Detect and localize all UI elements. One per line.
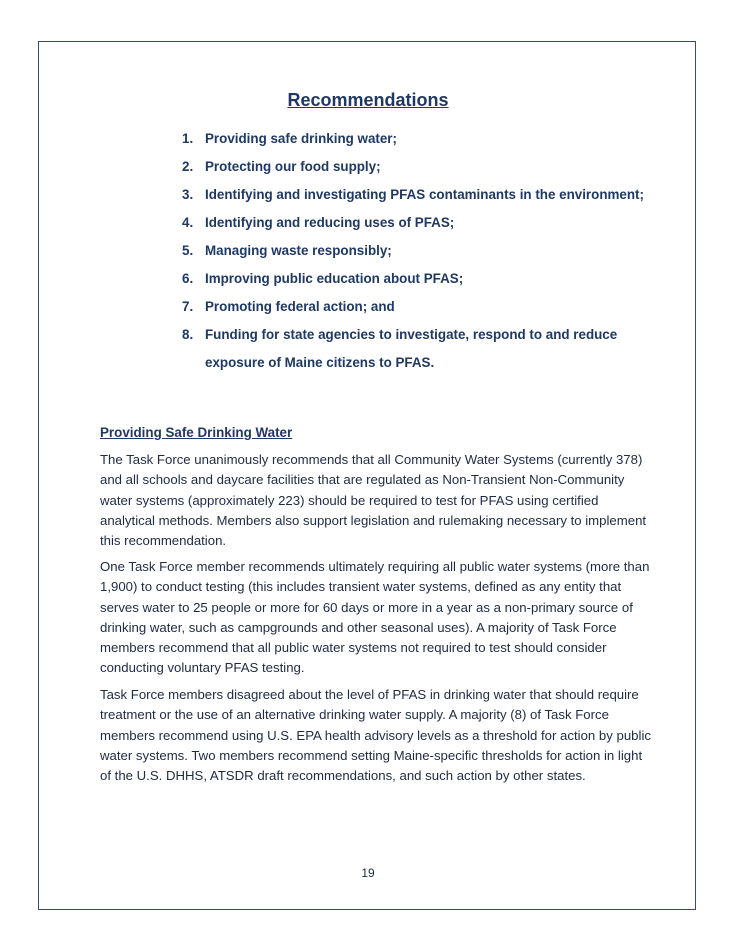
list-item-number: 1. — [182, 131, 194, 146]
list-item — [182, 321, 652, 377]
page-number: 19 — [361, 866, 375, 880]
list-item — [182, 293, 652, 321]
list-item — [182, 237, 652, 265]
list-item-text: Identifying and reducing uses of PFAS; — [205, 215, 455, 230]
list-item-text: Identifying and investigating PFAS contaminants in the environment; — [205, 187, 644, 202]
list-item-number: 3. — [182, 187, 194, 202]
list-item-number: 7. — [182, 299, 194, 314]
list-item-text: Providing safe drinking water; — [205, 131, 397, 146]
list-item-number: 6. — [182, 271, 194, 286]
list-item-number: 5. — [182, 243, 194, 258]
list-item-number: 8. — [182, 327, 194, 342]
recommendations-list — [182, 125, 652, 377]
list-item-number: 2. — [182, 159, 194, 174]
body-paragraph: Task Force members disagreed about the level of PFAS in drinking water that should require treatment or the use of an alternative drinking water supply. A majority (8) of Task Force members recommend using U.S. EPA health advisory levels as a threshold for action by public water systems. Two members recommend setting Maine-specific thresholds for action in light of the U.S. DHHS, ATSDR draft recommendations, and such action by other states. — [100, 687, 651, 784]
list-item — [182, 265, 652, 293]
page-title: Recommendations — [287, 90, 449, 110]
list-item-text: Improving public education about PFAS; — [205, 271, 464, 286]
list-item-text: Protecting our food supply; — [205, 159, 381, 174]
body-paragraph: The Task Force unanimously recommends that all Community Water Systems (currently 378) and all schools and daycare facilities that are regulated as Non-Transient Non-Community water systems (approximately 223) should be required to test for PFAS using certified analytical methods. Members also support legislation and rulemaking necessary to implement this recommendation. — [100, 452, 647, 549]
body-paragraph: One Task Force member recommends ultimately requiring all public water systems (more than 1,900) to conduct testing (this includes transient water systems, defined as any entity that serves water to 25 people or more for 60 days or more in a year as a non-primary source of drinking water, such as campgrounds and other seasonal uses). A majority of Task Force members recommend that all public water systems not required to test should consider conducting voluntary PFAS testing. — [100, 559, 650, 676]
list-item — [182, 153, 652, 181]
list-item-text: Funding for state agencies to investigate, respond to and reduce exposure of Maine citizens to PFAS. — [205, 327, 618, 370]
list-item-number: 4. — [182, 215, 194, 230]
section-heading: Providing Safe Drinking Water — [100, 425, 293, 440]
list-item — [182, 125, 652, 153]
list-item — [182, 181, 652, 209]
list-item — [182, 209, 652, 237]
list-item-text: Managing waste responsibly; — [205, 243, 392, 258]
list-item-text: Promoting federal action; and — [205, 299, 395, 314]
